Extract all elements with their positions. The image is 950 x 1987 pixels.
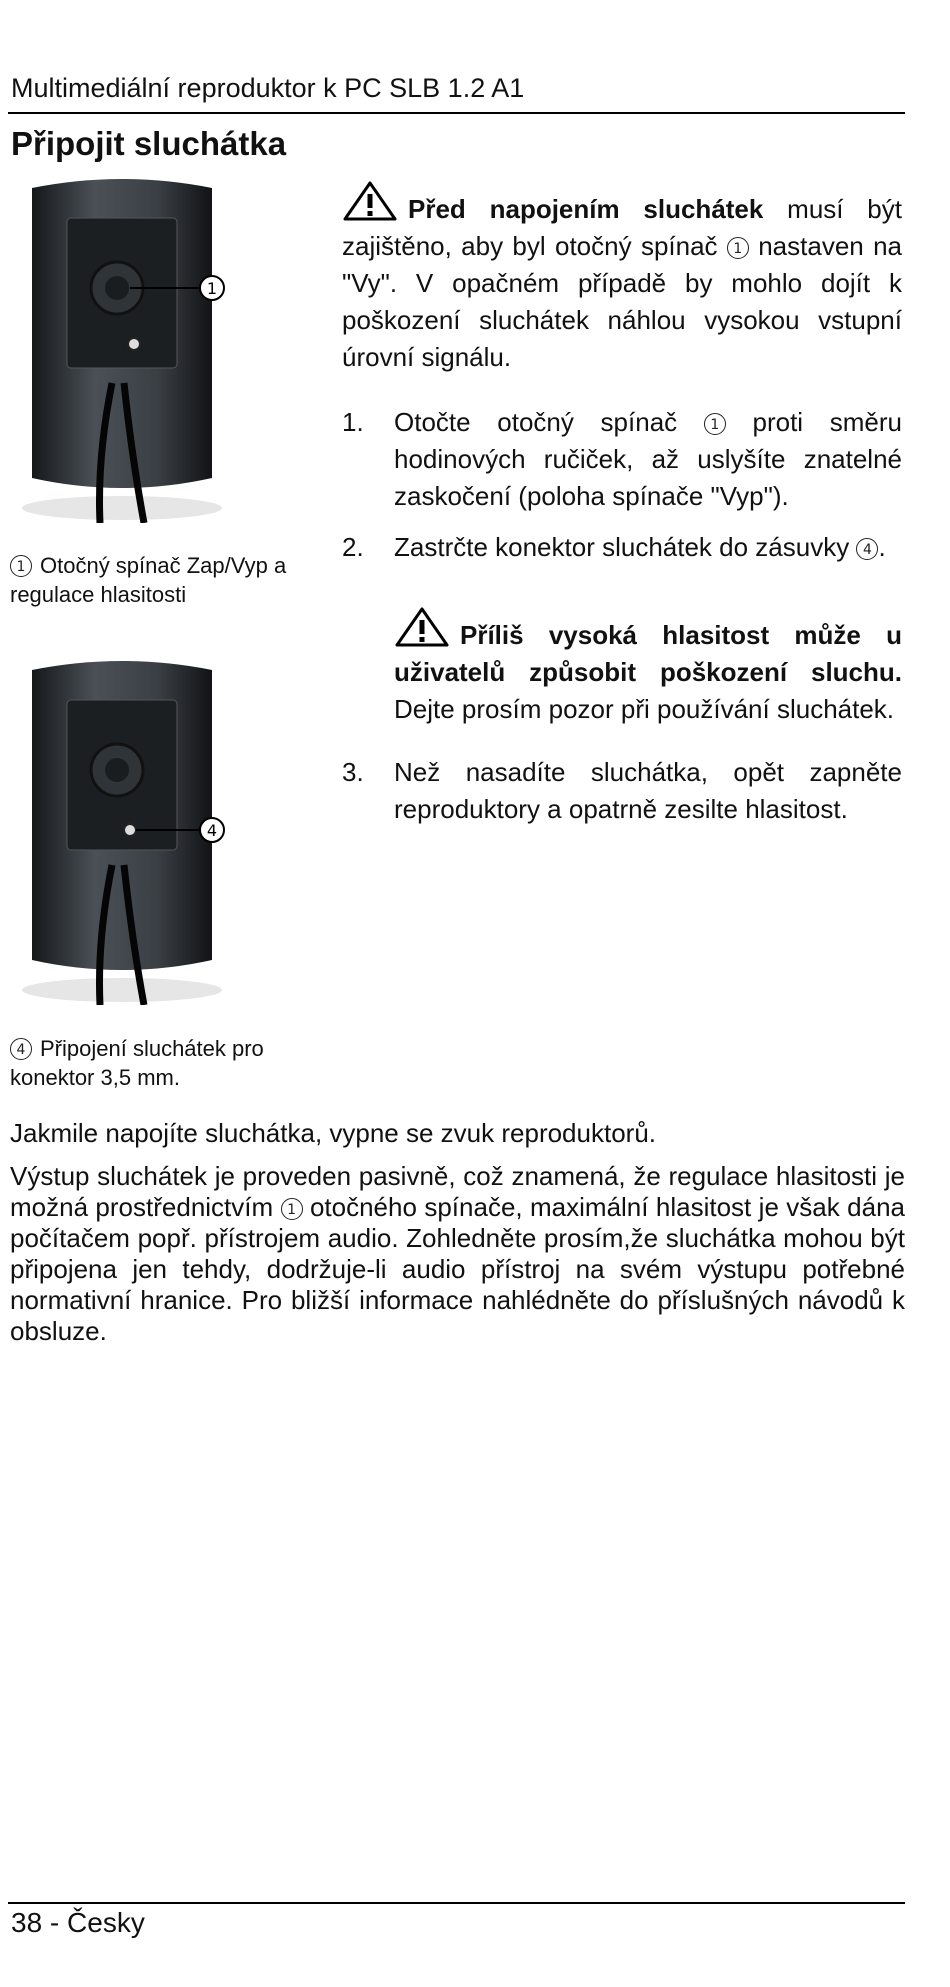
page-footer: 38 - Česky	[11, 1907, 145, 1938]
passive-output-text-b: otočného spínače, maximální hlasitost je však dána počítačem popř. přístrojem audio. Zohledněte prosím,že sluchátka mohou být připojena jen tehdy, dodržuje-li audio přístroj na svém výstupu potřebné normativní hranice. Pro bližší informace nahlédněte do příslušných návodů k obsluze.	[10, 1192, 905, 1346]
step-number: 1.	[342, 407, 364, 437]
step-number: 3.	[342, 757, 364, 787]
photo-callout-1: 1	[206, 279, 218, 298]
speaker-jack-illustration	[22, 660, 242, 1005]
circled-one-icon: 1	[727, 237, 749, 259]
paragraph-passive-output	[10, 1161, 905, 1347]
passive-output-text-a: Výstup sluchátek je proveden pasivně, což znamená, že regulace hlasitosti je možná prostřednictvím	[10, 1161, 905, 1222]
instructions-column	[342, 180, 902, 842]
footer-divider	[8, 1902, 905, 1904]
page-header-title: Multimediální reproduktor k PC SLB 1.2 A1	[11, 73, 525, 103]
photo-callout-4: 4	[206, 821, 218, 840]
warning-1-text-b: nastaven na "Vy". V opačném případě by mohlo dojít k poškození sluchátek náhlou vysokou vstupní úrovní signálu.	[342, 231, 903, 372]
circled-four-icon: 4	[856, 538, 878, 560]
paragraph-mute-info: Jakmile napojíte sluchátka, vypne se zvuk reproduktorů.	[10, 1118, 657, 1148]
switch-caption	[10, 551, 310, 609]
steps-list	[342, 404, 902, 566]
speaker-switch-photo	[22, 178, 242, 523]
step-item	[342, 404, 902, 515]
speaker-switch-illustration	[22, 178, 242, 523]
warning-triangle-icon	[394, 606, 450, 648]
jack-caption-text: Připojení sluchátek pro konektor 3,5 mm.	[10, 1036, 264, 1090]
warning-paragraph-2	[394, 606, 902, 728]
circled-one-icon: 1	[10, 555, 32, 577]
section-title: Připojit sluchátka	[11, 125, 287, 162]
step-text: Než nasadíte sluchátka, opět zapněte reproduktory a opatrně zesilte hlasitost.	[394, 757, 902, 824]
header-divider	[8, 112, 905, 114]
bottom-text	[10, 1118, 905, 1359]
circled-four-icon: 4	[10, 1038, 32, 1060]
step-2-text-a: Zastrčte konektor sluchátek do zásuvky	[394, 532, 857, 562]
circled-one-icon: 1	[704, 413, 726, 435]
step-2-text-b: .	[878, 532, 886, 562]
switch-caption-text: Otočný spínač Zap/Vyp a regulace hlasitosti	[10, 553, 287, 607]
steps-list-continued	[342, 754, 902, 828]
warning-triangle-icon	[342, 180, 398, 222]
step-number: 2.	[342, 532, 364, 562]
step-1-text-a: Otočte otočný spínač	[394, 407, 704, 437]
step-item	[342, 754, 902, 828]
circled-one-icon: 1	[281, 1198, 303, 1220]
step-1-text-b: proti směru hodinových ručiček, až uslyšíte znatelné zaskočení (poloha spínače "Vyp").	[394, 407, 902, 511]
warning-2-text: Dejte prosím pozor při používání sluchátek.	[394, 694, 895, 724]
step-text	[394, 404, 902, 515]
jack-caption	[10, 1034, 310, 1092]
warning-1-text-a: musí být zajištěno, aby byl otočný spínač	[342, 194, 902, 261]
warning-1-bold: Před napojením sluchátek	[408, 194, 764, 224]
step-text	[394, 529, 902, 566]
warning-paragraph-1	[342, 180, 902, 376]
speaker-jack-photo	[22, 660, 242, 1005]
step-item	[342, 529, 902, 566]
warning-2-bold: Příliš vysoká hlasitost může u uživatelů způsobit poškození sluchu.	[394, 620, 902, 687]
